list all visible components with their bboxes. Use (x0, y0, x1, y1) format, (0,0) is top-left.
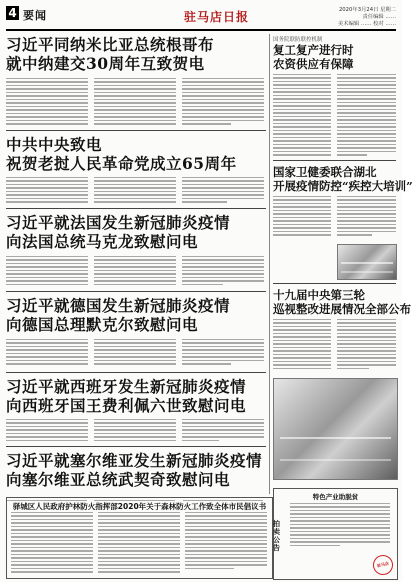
notice-body-col2 (98, 512, 180, 575)
right-story-3-body-col1 (273, 319, 331, 371)
divider (6, 446, 266, 447)
ad-body (290, 503, 390, 548)
article-4-body-col1 (6, 339, 88, 367)
article-3-headline: 习近平就法国发生新冠肺炎疫情 向法国总统马克龙致慰问电 (6, 213, 231, 251)
article-1-body-col2 (94, 78, 176, 127)
article-5-body-col1 (6, 419, 88, 443)
article-6-headline: 习近平就塞尔维亚发生新冠肺炎疫情 向塞尔维亚总统武契奇致慰问电 (6, 451, 263, 489)
auction-notice-label: 拍卖公告 (273, 520, 280, 552)
article-1-headline: 习近平同纳米比亚总统根哥布 就中纳建交30周年互致贺电 (6, 35, 215, 73)
divider (273, 160, 396, 161)
divider (6, 130, 266, 131)
right-story-3-body-col2 (337, 319, 396, 371)
article-4-body-col3 (182, 339, 264, 367)
article-5-headline: 习近平就西班牙发生新冠肺炎疫情 向西班牙国王费利佩六世致慰问电 (6, 377, 247, 415)
right-story-1-kicker: 国务院联防联控机制 (273, 37, 323, 43)
article-2-body-col1 (6, 177, 88, 205)
article-2-body-col3 (182, 177, 264, 205)
article-3-body-col1 (6, 256, 88, 287)
masthead: 驻马店日报 (184, 10, 250, 24)
article-2-body-col2 (94, 177, 176, 205)
ad-title: 特色产业助脱贫 (312, 493, 359, 501)
divider (6, 291, 266, 292)
notice-title: 驿城区人民政府护林防火指挥部2020年关于森林防火工作致全体市民倡议书 (12, 502, 267, 511)
article-1-body-col1 (6, 78, 88, 127)
column-separator (269, 34, 270, 494)
right-story-1-body-col2 (337, 74, 396, 158)
notice-body-col1 (11, 512, 93, 575)
divider (273, 283, 396, 284)
divider (6, 208, 266, 209)
public-notice (6, 497, 273, 579)
right-story-2-body-col2 (337, 196, 396, 238)
notice-body-col3 (185, 512, 267, 571)
right-story-2-headline: 国家卫健委联合湖北 开展疫情防控“疾控大培训” (273, 165, 413, 193)
divider (6, 372, 266, 373)
article-1-body-col3 (182, 78, 264, 127)
article-4-headline: 习近平就德国发生新冠肺炎疫情 向德国总理默克尔致慰问电 (6, 296, 231, 334)
header-meta: 2020年3月24日 星期二 责任编辑 …… 美术编辑 …… 校对 …… (337, 7, 396, 27)
article-5-body-col2 (94, 419, 176, 443)
right-story-1-headline: 复工复产进行时 农资供应有保障 (273, 43, 354, 71)
article-5-body-col3 (182, 419, 264, 443)
right-story-1-body-col1 (273, 74, 331, 158)
page-number: 4 (6, 6, 19, 20)
news-photo-large (273, 378, 398, 480)
page-header (6, 5, 396, 31)
right-story-2-body-col1 (273, 196, 331, 238)
advertisement (273, 488, 398, 580)
article-3-body-col3 (182, 256, 264, 287)
article-4-body-col2 (94, 339, 176, 367)
section-title: 要闻 (23, 9, 47, 22)
article-3-body-col2 (94, 256, 176, 287)
official-seal: 驻马店 (371, 553, 395, 577)
right-story-3-headline: 十九届中央第三轮 巡视整改进展情况全部公布 (273, 288, 411, 316)
article-2-headline: 中共中央致电 祝贺老挝人民革命党成立65周年 (6, 135, 237, 173)
news-photo (337, 244, 397, 280)
